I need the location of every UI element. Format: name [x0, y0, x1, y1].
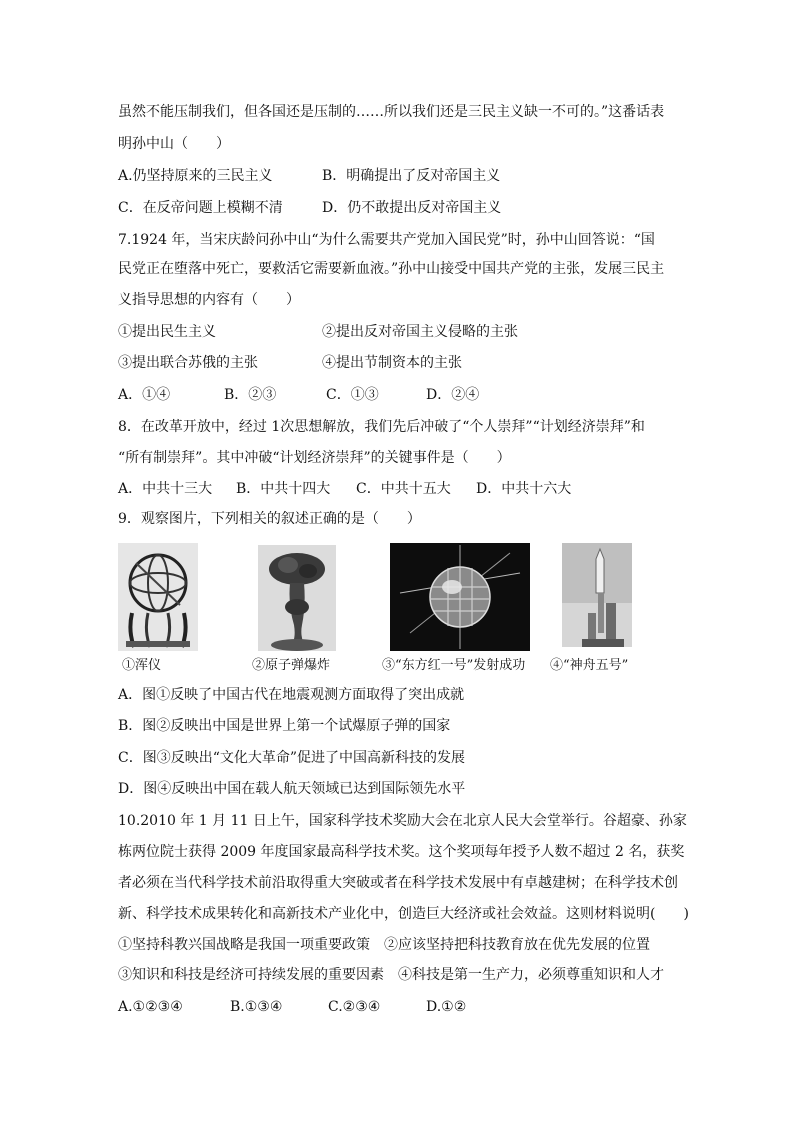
q9-option-b: B．图②反映出中国是世界上第一个试爆原子弹的国家 [118, 718, 451, 734]
q10-items-line-2: ③知识和科技是经济可持续发展的重要因素 ④科技是第一生产力，必须尊重知识和人才 [118, 967, 664, 983]
armillary-sphere-icon [118, 543, 198, 651]
q10-items-line-1: ①坚持科教兴国战略是我国一项重要政策 ②应该坚持把科技教育放在优先发展的位置 [118, 937, 650, 953]
q7-item-3: ③提出联合苏俄的主张 [118, 355, 258, 371]
caption-figure-3: ③“东方红一号”发射成功 [382, 658, 526, 673]
q10-line-3: 者必须在当代科学技术前沿取得重大突破或者在科学技术发展中有卓越建树；在科学技术创 [118, 875, 678, 891]
q7-option-a: A．①④ [118, 387, 171, 403]
q9-option-a: A．图①反映了中国古代在地震观测方面取得了突出成就 [118, 687, 465, 703]
q8-option-d: D．中共十六大 [476, 481, 572, 497]
caption-figure-1: ①浑仪 [122, 658, 162, 673]
q7-item-1: ①提出民生主义 [118, 324, 216, 340]
caption-figure-2: ②原子弹爆炸 [252, 658, 331, 673]
q7-line-2: 民党正在堕落中死亡，要救活它需要新血液。”孙中山接受中国共产党的主张，发展三民主 [118, 261, 665, 277]
q6-line-1: 虽然不能压制我们，但各国还是压制的……所以我们还是三民主义缺一不可的。”这番话表 [118, 104, 665, 120]
q10-line-1: 10.2010 年 1 月 11 日上午，国家科学技术奖励大会在北京人民大会堂举行。谷超豪、孙家 [118, 813, 687, 829]
q8-option-a: A．中共十三大 [118, 481, 213, 497]
q8-option-c: C．中共十五大 [356, 481, 451, 497]
q9-option-c: C．图③反映出“文化大革命”促进了中国高新科技的发展 [118, 750, 466, 766]
q8-line-1: 8．在改革开放中，经过 1次思想解放，我们先后冲破了“个人崇拜”“计划经济崇拜”和 [118, 419, 645, 435]
figure-armillary-sphere [118, 543, 198, 651]
satellite-icon [390, 543, 530, 651]
q7-line-3: 义指导思想的内容有（ ） [118, 292, 300, 308]
rocket-icon [562, 543, 632, 647]
figure-shenzhou-five [562, 543, 632, 647]
q10-option-d: D.①② [426, 999, 467, 1015]
q8-line-2: “所有制崇拜”。其中冲破“计划经济崇拜”的关键事件是（ ） [118, 450, 511, 466]
q7-line-1: 7.1924 年，当宋庆龄问孙中山“为什么需要共产党加入国民党”时，孙中山回答说：“国 [118, 232, 655, 248]
q6-option-d: D．仍不敢提出反对帝国主义 [322, 200, 502, 216]
q8-option-b: B．中共十四大 [236, 481, 331, 497]
caption-figure-4: ④“神舟五号” [550, 658, 629, 673]
q10-option-b: B.①③④ [230, 999, 283, 1015]
q7-item-2: ②提出反对帝国主义侵略的主张 [322, 324, 518, 340]
mushroom-cloud-icon [258, 545, 336, 651]
q7-item-4: ④提出节制资本的主张 [322, 355, 462, 371]
q10-line-2: 栋两位院士获得 2009 年度国家最高科学技术奖。这个奖项每年授予人数不超过 2 名，获奖 [118, 844, 685, 860]
q10-option-a: A.①②③④ [118, 999, 183, 1015]
q7-option-d: D．②④ [426, 387, 480, 403]
q7-option-b: B．②③ [224, 387, 277, 403]
q6-line-2: 明孙中山（ ） [118, 136, 230, 152]
q6-option-a: A.仍坚持原来的三民主义 [118, 168, 273, 184]
figure-dongfanghong-satellite [390, 543, 530, 651]
q10-line-4: 新、科学技术成果转化和高新技术产业化中，创造巨大经济或社会效益。这则材料说明( ) [118, 906, 689, 922]
q7-option-c: C．①③ [326, 387, 379, 403]
figure-atomic-bomb [258, 545, 336, 651]
q6-option-b: B．明确提出了反对帝国主义 [322, 168, 501, 184]
q6-option-c: C．在反帝问题上模糊不清 [118, 200, 283, 216]
q9-option-d: D．图④反映出中国在载人航天领域已达到国际领先水平 [118, 781, 466, 797]
q9-line-1: 9．观察图片，下列相关的叙述正确的是（ ） [118, 511, 421, 527]
q10-option-c: C.②③④ [328, 999, 381, 1015]
